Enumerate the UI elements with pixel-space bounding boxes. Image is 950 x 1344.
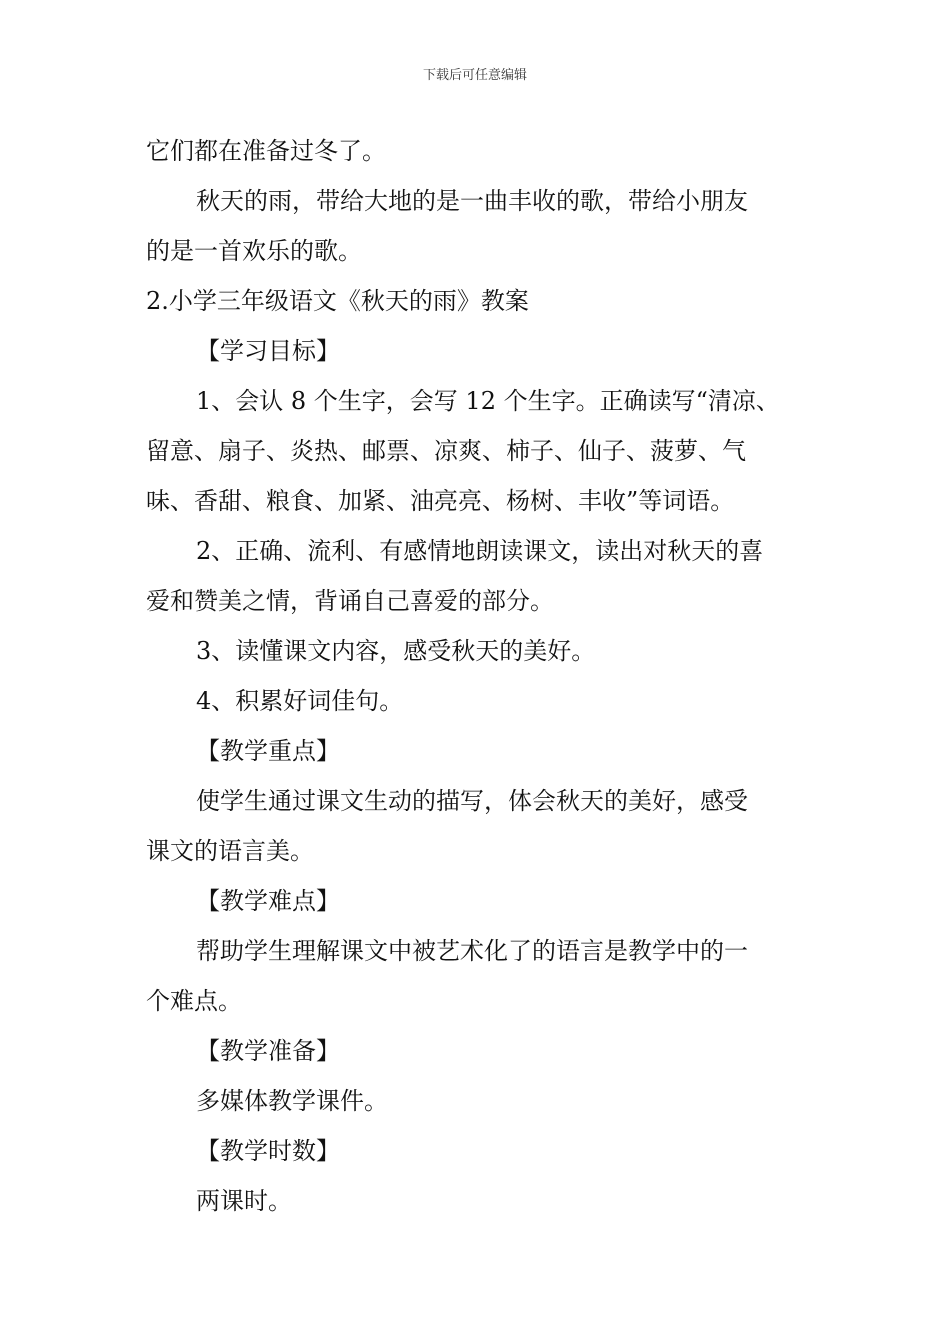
text-line: 4、积累好词佳句。: [196, 687, 404, 715]
text-line: 3、读懂课文内容，感受秋天的美好。: [196, 637, 596, 665]
text-line: 帮助学生理解课文中被艺术化了的语言是教学中的一: [196, 937, 748, 965]
text-line: 爱和赞美之情，背诵自己喜爱的部分。: [146, 587, 554, 615]
text-line: 味、香甜、粮食、加紧、油亮亮、杨树、丰收”等词语。: [146, 487, 735, 515]
page-header: 下载后可任意编辑: [422, 68, 527, 83]
document-body: [146, 126, 808, 1226]
text-line: 秋天的雨，带给大地的是一曲丰收的歌，带给小朋友: [196, 187, 748, 215]
text-line: 2、正确、流利、有感情地朗读课文，读出对秋天的喜: [196, 537, 764, 565]
subheading-class-hours: 【教学时数】: [196, 1137, 340, 1165]
text-line: 使学生通过课文生动的描写，体会秋天的美好，感受: [196, 787, 748, 815]
subheading-difficulties: 【教学难点】: [196, 887, 340, 915]
subheading-learning-goals: 【学习目标】: [196, 337, 340, 365]
subheading-preparation: 【教学准备】: [196, 1037, 340, 1065]
text-line: 个难点。: [146, 987, 242, 1015]
text-line: 留意、扇子、炎热、邮票、凉爽、柿子、仙子、菠萝、气: [146, 437, 746, 465]
text-line: 它们都在准备过冬了。: [146, 137, 386, 165]
subheading-key-points: 【教学重点】: [196, 737, 340, 765]
section-heading: 2.小学三年级语文《秋天的雨》教案: [146, 287, 529, 315]
text-line: 1、会认 8 个生字，会写 12 个生字。正确读写“清凉、: [196, 387, 780, 415]
text-line: 两课时。: [196, 1187, 292, 1215]
text-line: 多媒体教学课件。: [196, 1087, 388, 1115]
text-line: 课文的语言美。: [146, 837, 314, 865]
text-line: 的是一首欢乐的歌。: [146, 237, 362, 265]
